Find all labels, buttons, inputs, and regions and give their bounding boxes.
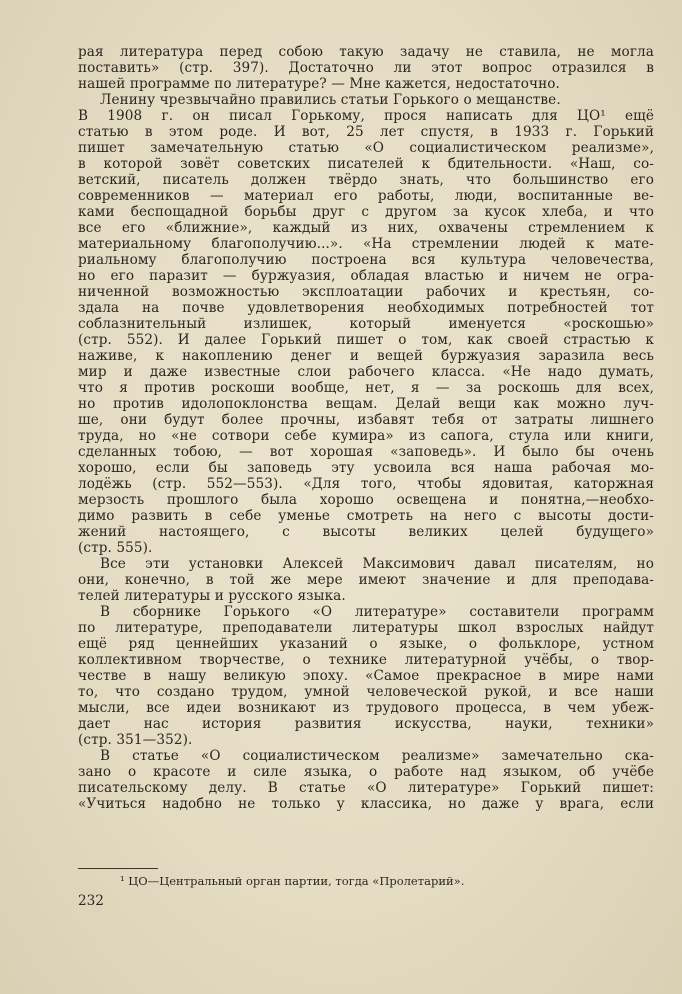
text-line: материальному благополучию...». «На стремлении людей к мате- <box>78 236 654 252</box>
text-line: ше, они будут более прочны, избавят тебя от затраты лишнего <box>78 412 654 428</box>
text-line: В 1908 г. он писал Горькому, прося написать для ЦО¹ ещё <box>78 108 654 124</box>
body-text <box>78 44 654 812</box>
footnote: ¹ ЦО—Центральный орган партии, тогда «Пролетарий». <box>120 874 465 888</box>
text-line: современников — материал его работы, люди, воспитанные ве- <box>78 188 654 204</box>
text-line: Все эти установки Алексей Максимович давал писателям, но <box>100 556 654 572</box>
text-line: сделанных тобою, — вот хорошая «заповедь». И было бы очень <box>78 444 654 460</box>
text-line: рая литература перед собою такую задачу не ставила, не могла <box>78 44 654 60</box>
text-line: но его паразит — буржуазия, обладая властью и ничем не огра- <box>78 268 654 284</box>
text-line: дает нас история развития искусства, науки, техники» <box>78 716 654 732</box>
text-line: жений настоящего, с высоты великих целей будущего» <box>78 524 654 540</box>
text-line: честве в нашу великую эпоху. «Самое прекрасное в мире нами <box>78 668 654 684</box>
text-line: В сборнике Горького «О литературе» составители программ <box>100 604 654 620</box>
text-line: димо развить в себе уменье смотреть на него с высоты дости- <box>78 508 654 524</box>
text-line: нашей программе по литературе? — Мне кажется, недостаточно. <box>78 76 560 92</box>
text-line: статью в этом роде. И вот, 25 лет спустя, в 1933 г. Горький <box>78 124 654 140</box>
text-line: (стр. 555). <box>78 540 153 556</box>
text-line: лодёжь (стр. 552—553). «Для того, чтобы ядовитая, каторжная <box>78 476 654 492</box>
text-line: коллективном творчестве, о технике литературной учёбы, о твор- <box>78 652 654 668</box>
footnote-divider <box>78 868 158 869</box>
text-line: они, конечно, в той же мере имеют значение и для преподава- <box>78 572 654 588</box>
text-line: (стр. 351—352). <box>78 732 193 748</box>
text-line: «Учиться надобно не только у классика, но даже у врага, если <box>78 796 654 812</box>
text-line: труда, но «не сотвори себе кумира» из сапога, стула или книги, <box>78 428 654 444</box>
text-line: что я против роскоши вообще, нет, я — за роскошь для всех, <box>78 380 654 396</box>
page-number: 232 <box>78 893 104 909</box>
text-line: ками беспощадной борьбы друг с другом за кусок хлеба, и что <box>78 204 654 220</box>
text-line: зано о красоте и силе языка, о работе над языком, об учёбе <box>78 764 654 780</box>
text-line: мысли, все идеи возникают из трудового процесса, в чем убеж- <box>78 700 654 716</box>
paragraph-block <box>78 44 654 812</box>
text-line: писательскому делу. В статье «О литературе» Горький пишет: <box>78 780 654 796</box>
text-line: пишет замечательную статью «О социалистическом реализме», <box>78 140 654 156</box>
text-line: мерзость прошлого была хорошо освещена и понятна,—необхо- <box>78 492 654 508</box>
text-line: хорошо, если бы заповедь эту усвоила вся наша рабочая мо- <box>78 460 654 476</box>
text-line: здала на почве удовлетворения необходимых потребностей тот <box>78 300 654 316</box>
text-line: ниченной возможностью эксплоатации рабочих и крестьян, со- <box>78 284 654 300</box>
text-line: (стр. 552). И далее Горький пишет о том, как своей страстью к <box>78 332 654 348</box>
text-line: мир и даже известные слои рабочего класса. «Не надо думать, <box>78 364 654 380</box>
text-line: поставить» (стр. 397). Достаточно ли этот вопрос отразился в <box>78 60 654 76</box>
text-line: соблазнительный излишек, который именуется «роскошью» <box>78 316 654 332</box>
text-line: В статье «О социалистическом реализме» замечательно ска- <box>100 748 654 764</box>
text-line: то, что создано трудом, умной человеческой рукой, и все наши <box>78 684 654 700</box>
text-line: наживе, к накоплению денег и вещей буржуазия заразила весь <box>78 348 654 364</box>
text-line: ветский, писатель должен твёрдо знать, что большинство его <box>78 172 654 188</box>
text-line: но против идолопоклонства вещам. Делай вещи как можно луч- <box>78 396 654 412</box>
text-line: риальному благополучию построена вся культура человечества, <box>78 252 654 268</box>
text-line: в которой зовёт советских писателей к бдительности. «Наш, со- <box>78 156 654 172</box>
text-line: Ленину чрезвычайно правились статьи Горького о мещанстве. <box>100 92 561 108</box>
text-line: по литературе, преподаватели литературы школ взрослых найдут <box>78 620 654 636</box>
text-line: ещё ряд ценнейших указаний о языке, о фольклоре, устном <box>78 636 654 652</box>
text-line: все его «ближние», каждый из них, охвачены стремлением к <box>78 220 654 236</box>
text-line: телей литературы и русского языка. <box>78 588 346 604</box>
